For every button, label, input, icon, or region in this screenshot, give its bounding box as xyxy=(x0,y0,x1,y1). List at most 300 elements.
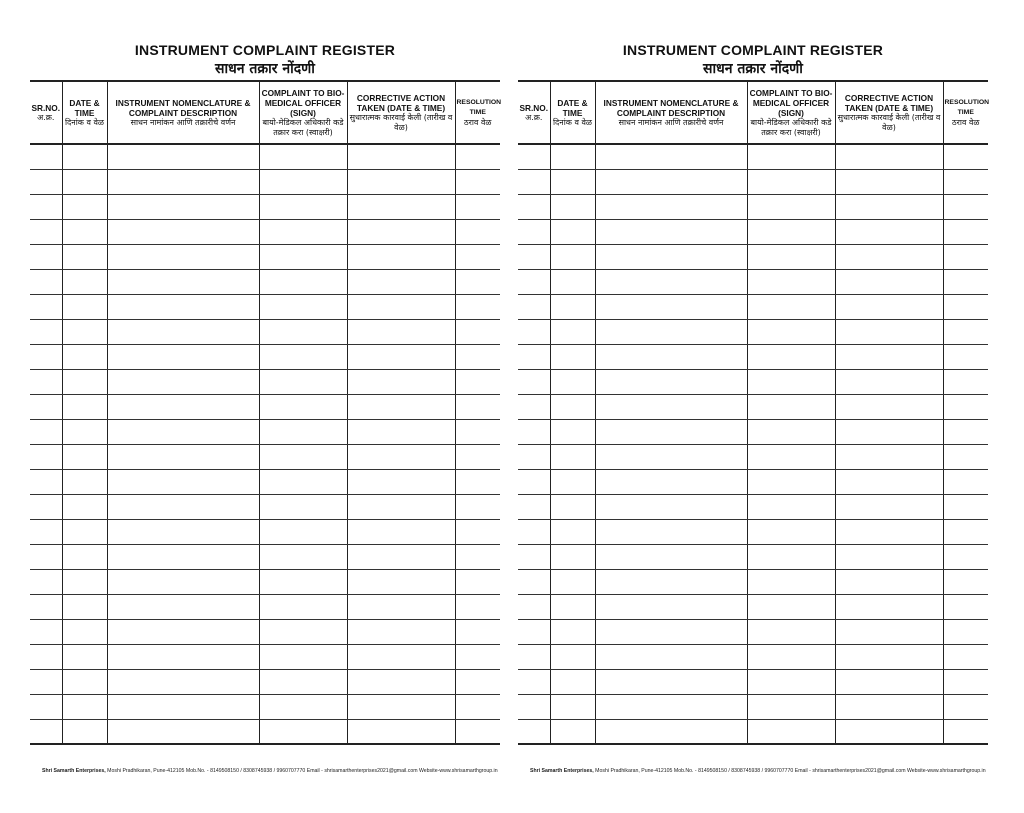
entry-cell[interactable] xyxy=(518,444,550,469)
entry-cell[interactable] xyxy=(943,394,988,419)
entry-cell[interactable] xyxy=(259,294,347,319)
entry-cell[interactable] xyxy=(62,344,107,369)
entry-cell[interactable] xyxy=(107,444,259,469)
entry-cell[interactable] xyxy=(347,594,455,619)
entry-cell[interactable] xyxy=(747,719,835,744)
entry-cell[interactable] xyxy=(455,194,500,219)
entry-cell[interactable] xyxy=(835,594,943,619)
footer-contact xyxy=(42,768,502,774)
entry-cell[interactable] xyxy=(455,544,500,569)
entry-cell[interactable] xyxy=(107,494,259,519)
entry-cell[interactable] xyxy=(62,219,107,244)
entry-cell[interactable] xyxy=(455,419,500,444)
entry-cell[interactable] xyxy=(107,269,259,294)
entry-cell[interactable] xyxy=(595,544,747,569)
entry-cell[interactable] xyxy=(62,294,107,319)
entry-cell[interactable] xyxy=(518,219,550,244)
entry-cell[interactable] xyxy=(550,544,595,569)
entry-cell[interactable] xyxy=(518,194,550,219)
entry-cell[interactable] xyxy=(518,619,550,644)
entry-cell[interactable] xyxy=(455,369,500,394)
entry-cell[interactable] xyxy=(455,219,500,244)
entry-cell[interactable] xyxy=(30,319,62,344)
entry-cell[interactable] xyxy=(943,669,988,694)
entry-cell[interactable] xyxy=(518,244,550,269)
entry-cell[interactable] xyxy=(550,594,595,619)
entry-cell[interactable] xyxy=(62,594,107,619)
entry-cell[interactable] xyxy=(259,394,347,419)
entry-cell[interactable] xyxy=(30,694,62,719)
entry-cell[interactable] xyxy=(259,519,347,544)
entry-cell[interactable] xyxy=(107,144,259,169)
entry-cell[interactable] xyxy=(62,169,107,194)
entry-cell[interactable] xyxy=(595,244,747,269)
entry-cell[interactable] xyxy=(835,319,943,344)
entry-cell[interactable] xyxy=(30,419,62,444)
header-row xyxy=(30,81,500,144)
entry-cell[interactable] xyxy=(518,544,550,569)
entry-cell[interactable] xyxy=(259,494,347,519)
entry-cell[interactable] xyxy=(518,694,550,719)
entry-cell[interactable] xyxy=(107,719,259,744)
entry-cell[interactable] xyxy=(455,444,500,469)
entry-cell[interactable] xyxy=(835,444,943,469)
entry-cell[interactable] xyxy=(943,544,988,569)
entry-cell[interactable] xyxy=(259,169,347,194)
entry-cell[interactable] xyxy=(30,494,62,519)
entry-cell[interactable] xyxy=(107,169,259,194)
entry-cell[interactable] xyxy=(747,444,835,469)
entry-cell[interactable] xyxy=(943,719,988,744)
entry-cell[interactable] xyxy=(347,644,455,669)
entry-cell[interactable] xyxy=(595,169,747,194)
entry-cell[interactable] xyxy=(747,669,835,694)
table-row xyxy=(518,644,988,669)
entry-cell[interactable] xyxy=(107,619,259,644)
entry-cell[interactable] xyxy=(747,269,835,294)
entry-cell[interactable] xyxy=(550,144,595,169)
entry-cell[interactable] xyxy=(107,419,259,444)
entry-cell[interactable] xyxy=(550,694,595,719)
entry-cell[interactable] xyxy=(835,619,943,644)
entry-cell[interactable] xyxy=(347,244,455,269)
entry-cell[interactable] xyxy=(518,494,550,519)
entry-cell[interactable] xyxy=(943,494,988,519)
entry-cell[interactable] xyxy=(595,494,747,519)
table-row xyxy=(30,494,500,519)
entry-cell[interactable] xyxy=(747,619,835,644)
entry-cell[interactable] xyxy=(455,619,500,644)
entry-cell[interactable] xyxy=(518,669,550,694)
entry-cell[interactable] xyxy=(62,144,107,169)
entry-cell[interactable] xyxy=(835,419,943,444)
entry-cell[interactable] xyxy=(518,169,550,194)
entry-cell[interactable] xyxy=(455,319,500,344)
entry-cell[interactable] xyxy=(455,494,500,519)
entry-cell[interactable] xyxy=(455,144,500,169)
entry-cell[interactable] xyxy=(259,194,347,219)
entry-cell[interactable] xyxy=(835,544,943,569)
entry-cell[interactable] xyxy=(550,569,595,594)
entry-cell[interactable] xyxy=(747,644,835,669)
entry-cell[interactable] xyxy=(347,569,455,594)
entry-cell[interactable] xyxy=(943,694,988,719)
entry-cell[interactable] xyxy=(595,194,747,219)
entry-cell[interactable] xyxy=(595,519,747,544)
entry-cell[interactable] xyxy=(518,144,550,169)
entry-cell[interactable] xyxy=(550,644,595,669)
entry-cell[interactable] xyxy=(943,319,988,344)
entry-cell[interactable] xyxy=(30,719,62,744)
entry-cell[interactable] xyxy=(943,469,988,494)
entry-cell[interactable] xyxy=(550,369,595,394)
entry-cell[interactable] xyxy=(747,244,835,269)
entry-cell[interactable] xyxy=(62,194,107,219)
entry-cell[interactable] xyxy=(747,469,835,494)
entry-cell[interactable] xyxy=(455,269,500,294)
entry-cell[interactable] xyxy=(30,394,62,419)
entry-cell[interactable] xyxy=(107,344,259,369)
entry-cell[interactable] xyxy=(943,219,988,244)
entry-cell[interactable] xyxy=(455,344,500,369)
entry-cell[interactable] xyxy=(30,644,62,669)
entry-cell[interactable] xyxy=(455,644,500,669)
entry-cell[interactable] xyxy=(550,519,595,544)
entry-cell[interactable] xyxy=(835,369,943,394)
entry-cell[interactable] xyxy=(107,219,259,244)
entry-cell[interactable] xyxy=(595,469,747,494)
entry-cell[interactable] xyxy=(835,569,943,594)
entry-cell[interactable] xyxy=(259,644,347,669)
entry-cell[interactable] xyxy=(943,294,988,319)
entry-cell[interactable] xyxy=(747,369,835,394)
entry-cell[interactable] xyxy=(347,444,455,469)
entry-cell[interactable] xyxy=(107,319,259,344)
entry-cell[interactable] xyxy=(347,344,455,369)
entry-cell[interactable] xyxy=(943,144,988,169)
entry-cell[interactable] xyxy=(30,594,62,619)
entry-cell[interactable] xyxy=(62,369,107,394)
entry-cell[interactable] xyxy=(30,194,62,219)
entry-cell[interactable] xyxy=(835,394,943,419)
entry-cell[interactable] xyxy=(550,619,595,644)
entry-cell[interactable] xyxy=(550,719,595,744)
entry-cell[interactable] xyxy=(835,669,943,694)
entry-cell[interactable] xyxy=(107,519,259,544)
entry-cell[interactable] xyxy=(62,544,107,569)
entry-cell[interactable] xyxy=(30,269,62,294)
entry-cell[interactable] xyxy=(550,494,595,519)
entry-cell[interactable] xyxy=(259,219,347,244)
entry-cell[interactable] xyxy=(943,444,988,469)
entry-cell[interactable] xyxy=(518,344,550,369)
entry-cell[interactable] xyxy=(259,344,347,369)
entry-cell[interactable] xyxy=(30,294,62,319)
entry-cell[interactable] xyxy=(747,519,835,544)
entry-cell[interactable] xyxy=(62,319,107,344)
entry-cell[interactable] xyxy=(747,219,835,244)
entry-cell[interactable] xyxy=(259,694,347,719)
entry-cell[interactable] xyxy=(259,369,347,394)
entry-cell[interactable] xyxy=(259,144,347,169)
entry-cell[interactable] xyxy=(30,669,62,694)
entry-cell[interactable] xyxy=(550,244,595,269)
entry-cell[interactable] xyxy=(62,519,107,544)
entry-cell[interactable] xyxy=(835,169,943,194)
entry-cell[interactable] xyxy=(62,719,107,744)
entry-cell[interactable] xyxy=(943,169,988,194)
entry-cell[interactable] xyxy=(835,219,943,244)
entry-cell[interactable] xyxy=(747,394,835,419)
entry-cell[interactable] xyxy=(455,594,500,619)
entry-cell[interactable] xyxy=(107,569,259,594)
entry-cell[interactable] xyxy=(347,419,455,444)
entry-cell[interactable] xyxy=(747,169,835,194)
entry-cell[interactable] xyxy=(30,169,62,194)
entry-cell[interactable] xyxy=(595,594,747,619)
entry-cell[interactable] xyxy=(595,219,747,244)
entry-cell[interactable] xyxy=(518,394,550,419)
entry-cell[interactable] xyxy=(62,469,107,494)
entry-cell[interactable] xyxy=(30,519,62,544)
entry-cell[interactable] xyxy=(107,694,259,719)
entry-cell[interactable] xyxy=(835,694,943,719)
entry-cell[interactable] xyxy=(595,669,747,694)
entry-cell[interactable] xyxy=(835,344,943,369)
entry-cell[interactable] xyxy=(550,169,595,194)
entry-cell[interactable] xyxy=(259,244,347,269)
table-row xyxy=(30,469,500,494)
entry-cell[interactable] xyxy=(347,319,455,344)
entry-cell[interactable] xyxy=(747,694,835,719)
entry-cell[interactable] xyxy=(747,594,835,619)
entry-cell[interactable] xyxy=(943,419,988,444)
entry-cell[interactable] xyxy=(747,144,835,169)
entry-cell[interactable] xyxy=(518,644,550,669)
entry-cell[interactable] xyxy=(550,344,595,369)
entry-cell[interactable] xyxy=(455,569,500,594)
entry-cell[interactable] xyxy=(30,369,62,394)
entry-cell[interactable] xyxy=(943,619,988,644)
entry-cell[interactable] xyxy=(259,594,347,619)
entry-cell[interactable] xyxy=(835,269,943,294)
entry-cell[interactable] xyxy=(347,369,455,394)
entry-cell[interactable] xyxy=(943,344,988,369)
entry-cell[interactable] xyxy=(595,144,747,169)
entry-cell[interactable] xyxy=(518,569,550,594)
entry-cell[interactable] xyxy=(943,594,988,619)
entry-cell[interactable] xyxy=(455,694,500,719)
entry-cell[interactable] xyxy=(747,344,835,369)
entry-cell[interactable] xyxy=(518,594,550,619)
entry-cell[interactable] xyxy=(347,169,455,194)
entry-cell[interactable] xyxy=(30,569,62,594)
entry-cell[interactable] xyxy=(347,469,455,494)
entry-cell[interactable] xyxy=(550,444,595,469)
entry-cell[interactable] xyxy=(347,269,455,294)
footer-details: Moshi Pradhikaran, Pune-412105 Mob.No. - 8149508150 / 8308745938 / 9960707770 Email - shrisamarthenterprises2021@gmail.com Website-www.shrisamarthgroup.in xyxy=(593,768,986,774)
entry-cell[interactable] xyxy=(835,469,943,494)
entry-cell[interactable] xyxy=(455,469,500,494)
entry-cell[interactable] xyxy=(595,619,747,644)
entry-cell[interactable] xyxy=(455,519,500,544)
entry-cell[interactable] xyxy=(107,369,259,394)
entry-cell[interactable] xyxy=(30,444,62,469)
table-row xyxy=(518,169,988,194)
entry-cell[interactable] xyxy=(747,294,835,319)
entry-cell[interactable] xyxy=(835,144,943,169)
entry-cell[interactable] xyxy=(835,244,943,269)
entry-cell[interactable] xyxy=(595,569,747,594)
table-row xyxy=(518,219,988,244)
entry-cell[interactable] xyxy=(518,419,550,444)
entry-cell[interactable] xyxy=(347,494,455,519)
entry-cell[interactable] xyxy=(943,194,988,219)
entry-cell[interactable] xyxy=(30,144,62,169)
entry-cell[interactable] xyxy=(455,244,500,269)
entry-cell[interactable] xyxy=(747,419,835,444)
entry-cell[interactable] xyxy=(595,369,747,394)
entry-cell[interactable] xyxy=(455,669,500,694)
entry-cell[interactable] xyxy=(943,244,988,269)
entry-cell[interactable] xyxy=(455,294,500,319)
entry-cell[interactable] xyxy=(595,294,747,319)
entry-cell[interactable] xyxy=(107,244,259,269)
entry-cell[interactable] xyxy=(259,544,347,569)
entry-cell[interactable] xyxy=(62,669,107,694)
entry-cell[interactable] xyxy=(550,469,595,494)
entry-cell[interactable] xyxy=(347,219,455,244)
entry-cell[interactable] xyxy=(107,544,259,569)
entry-cell[interactable] xyxy=(455,719,500,744)
entry-cell[interactable] xyxy=(347,294,455,319)
entry-cell[interactable] xyxy=(518,719,550,744)
entry-cell[interactable] xyxy=(595,444,747,469)
entry-cell[interactable] xyxy=(30,619,62,644)
table-row xyxy=(518,244,988,269)
entry-cell[interactable] xyxy=(347,394,455,419)
entry-cell[interactable] xyxy=(550,319,595,344)
entry-cell[interactable] xyxy=(347,544,455,569)
entry-cell[interactable] xyxy=(62,494,107,519)
entry-cell[interactable] xyxy=(259,669,347,694)
table-row xyxy=(30,294,500,319)
entry-cell[interactable] xyxy=(62,244,107,269)
entry-cell[interactable] xyxy=(62,569,107,594)
entry-cell[interactable] xyxy=(30,544,62,569)
entry-cell[interactable] xyxy=(259,319,347,344)
entry-cell[interactable] xyxy=(518,519,550,544)
entry-cell[interactable] xyxy=(747,194,835,219)
entry-cell[interactable] xyxy=(62,444,107,469)
entry-cell[interactable] xyxy=(259,569,347,594)
entry-cell[interactable] xyxy=(30,469,62,494)
entry-cell[interactable] xyxy=(518,294,550,319)
entry-cell[interactable] xyxy=(518,369,550,394)
entry-cell[interactable] xyxy=(455,169,500,194)
entry-cell[interactable] xyxy=(835,519,943,544)
entry-cell[interactable] xyxy=(259,719,347,744)
entry-cell[interactable] xyxy=(62,619,107,644)
entry-cell[interactable] xyxy=(518,469,550,494)
entry-cell[interactable] xyxy=(550,419,595,444)
entry-cell[interactable] xyxy=(550,669,595,694)
table-row xyxy=(518,319,988,344)
entry-cell[interactable] xyxy=(30,344,62,369)
entry-cell[interactable] xyxy=(259,469,347,494)
entry-cell[interactable] xyxy=(835,294,943,319)
entry-cell[interactable] xyxy=(747,494,835,519)
entry-cell[interactable] xyxy=(595,344,747,369)
entry-cell[interactable] xyxy=(259,269,347,294)
entry-cell[interactable] xyxy=(259,444,347,469)
entry-cell[interactable] xyxy=(347,694,455,719)
entry-cell[interactable] xyxy=(835,719,943,744)
table-row xyxy=(518,394,988,419)
entry-cell[interactable] xyxy=(747,569,835,594)
entry-cell[interactable] xyxy=(943,644,988,669)
entry-cell[interactable] xyxy=(30,244,62,269)
entry-cell[interactable] xyxy=(550,219,595,244)
entry-cell[interactable] xyxy=(595,269,747,294)
entry-cell[interactable] xyxy=(835,644,943,669)
entry-cell[interactable] xyxy=(550,194,595,219)
entry-cell[interactable] xyxy=(943,369,988,394)
entry-cell[interactable] xyxy=(518,269,550,294)
entry-cell[interactable] xyxy=(747,319,835,344)
entry-cell[interactable] xyxy=(62,419,107,444)
entry-cell[interactable] xyxy=(107,294,259,319)
entry-cell[interactable] xyxy=(595,319,747,344)
entry-cell[interactable] xyxy=(943,269,988,294)
entry-cell[interactable] xyxy=(595,394,747,419)
entry-cell[interactable] xyxy=(347,144,455,169)
entry-cell[interactable] xyxy=(550,394,595,419)
entry-cell[interactable] xyxy=(107,194,259,219)
entry-cell[interactable] xyxy=(107,394,259,419)
entry-cell[interactable] xyxy=(62,394,107,419)
entry-cell[interactable] xyxy=(595,419,747,444)
entry-cell[interactable] xyxy=(347,669,455,694)
entry-cell[interactable] xyxy=(347,194,455,219)
entry-cell[interactable] xyxy=(259,419,347,444)
entry-cell[interactable] xyxy=(595,694,747,719)
entry-cell[interactable] xyxy=(518,319,550,344)
entry-cell[interactable] xyxy=(595,719,747,744)
entry-cell[interactable] xyxy=(62,269,107,294)
entry-cell[interactable] xyxy=(747,544,835,569)
entry-cell[interactable] xyxy=(595,644,747,669)
entry-cell[interactable] xyxy=(259,619,347,644)
entry-cell[interactable] xyxy=(107,594,259,619)
entry-cell[interactable] xyxy=(943,569,988,594)
entry-cell[interactable] xyxy=(347,519,455,544)
entry-cell[interactable] xyxy=(347,619,455,644)
entry-cell[interactable] xyxy=(107,469,259,494)
entry-cell[interactable] xyxy=(107,644,259,669)
entry-cell[interactable] xyxy=(30,219,62,244)
entry-cell[interactable] xyxy=(62,694,107,719)
entry-cell[interactable] xyxy=(943,519,988,544)
entry-cell[interactable] xyxy=(455,394,500,419)
entry-cell[interactable] xyxy=(347,719,455,744)
entry-cell[interactable] xyxy=(62,644,107,669)
entry-cell[interactable] xyxy=(835,494,943,519)
entry-cell[interactable] xyxy=(550,294,595,319)
entry-cell[interactable] xyxy=(550,269,595,294)
entry-cell[interactable] xyxy=(835,194,943,219)
entry-cell[interactable] xyxy=(107,669,259,694)
